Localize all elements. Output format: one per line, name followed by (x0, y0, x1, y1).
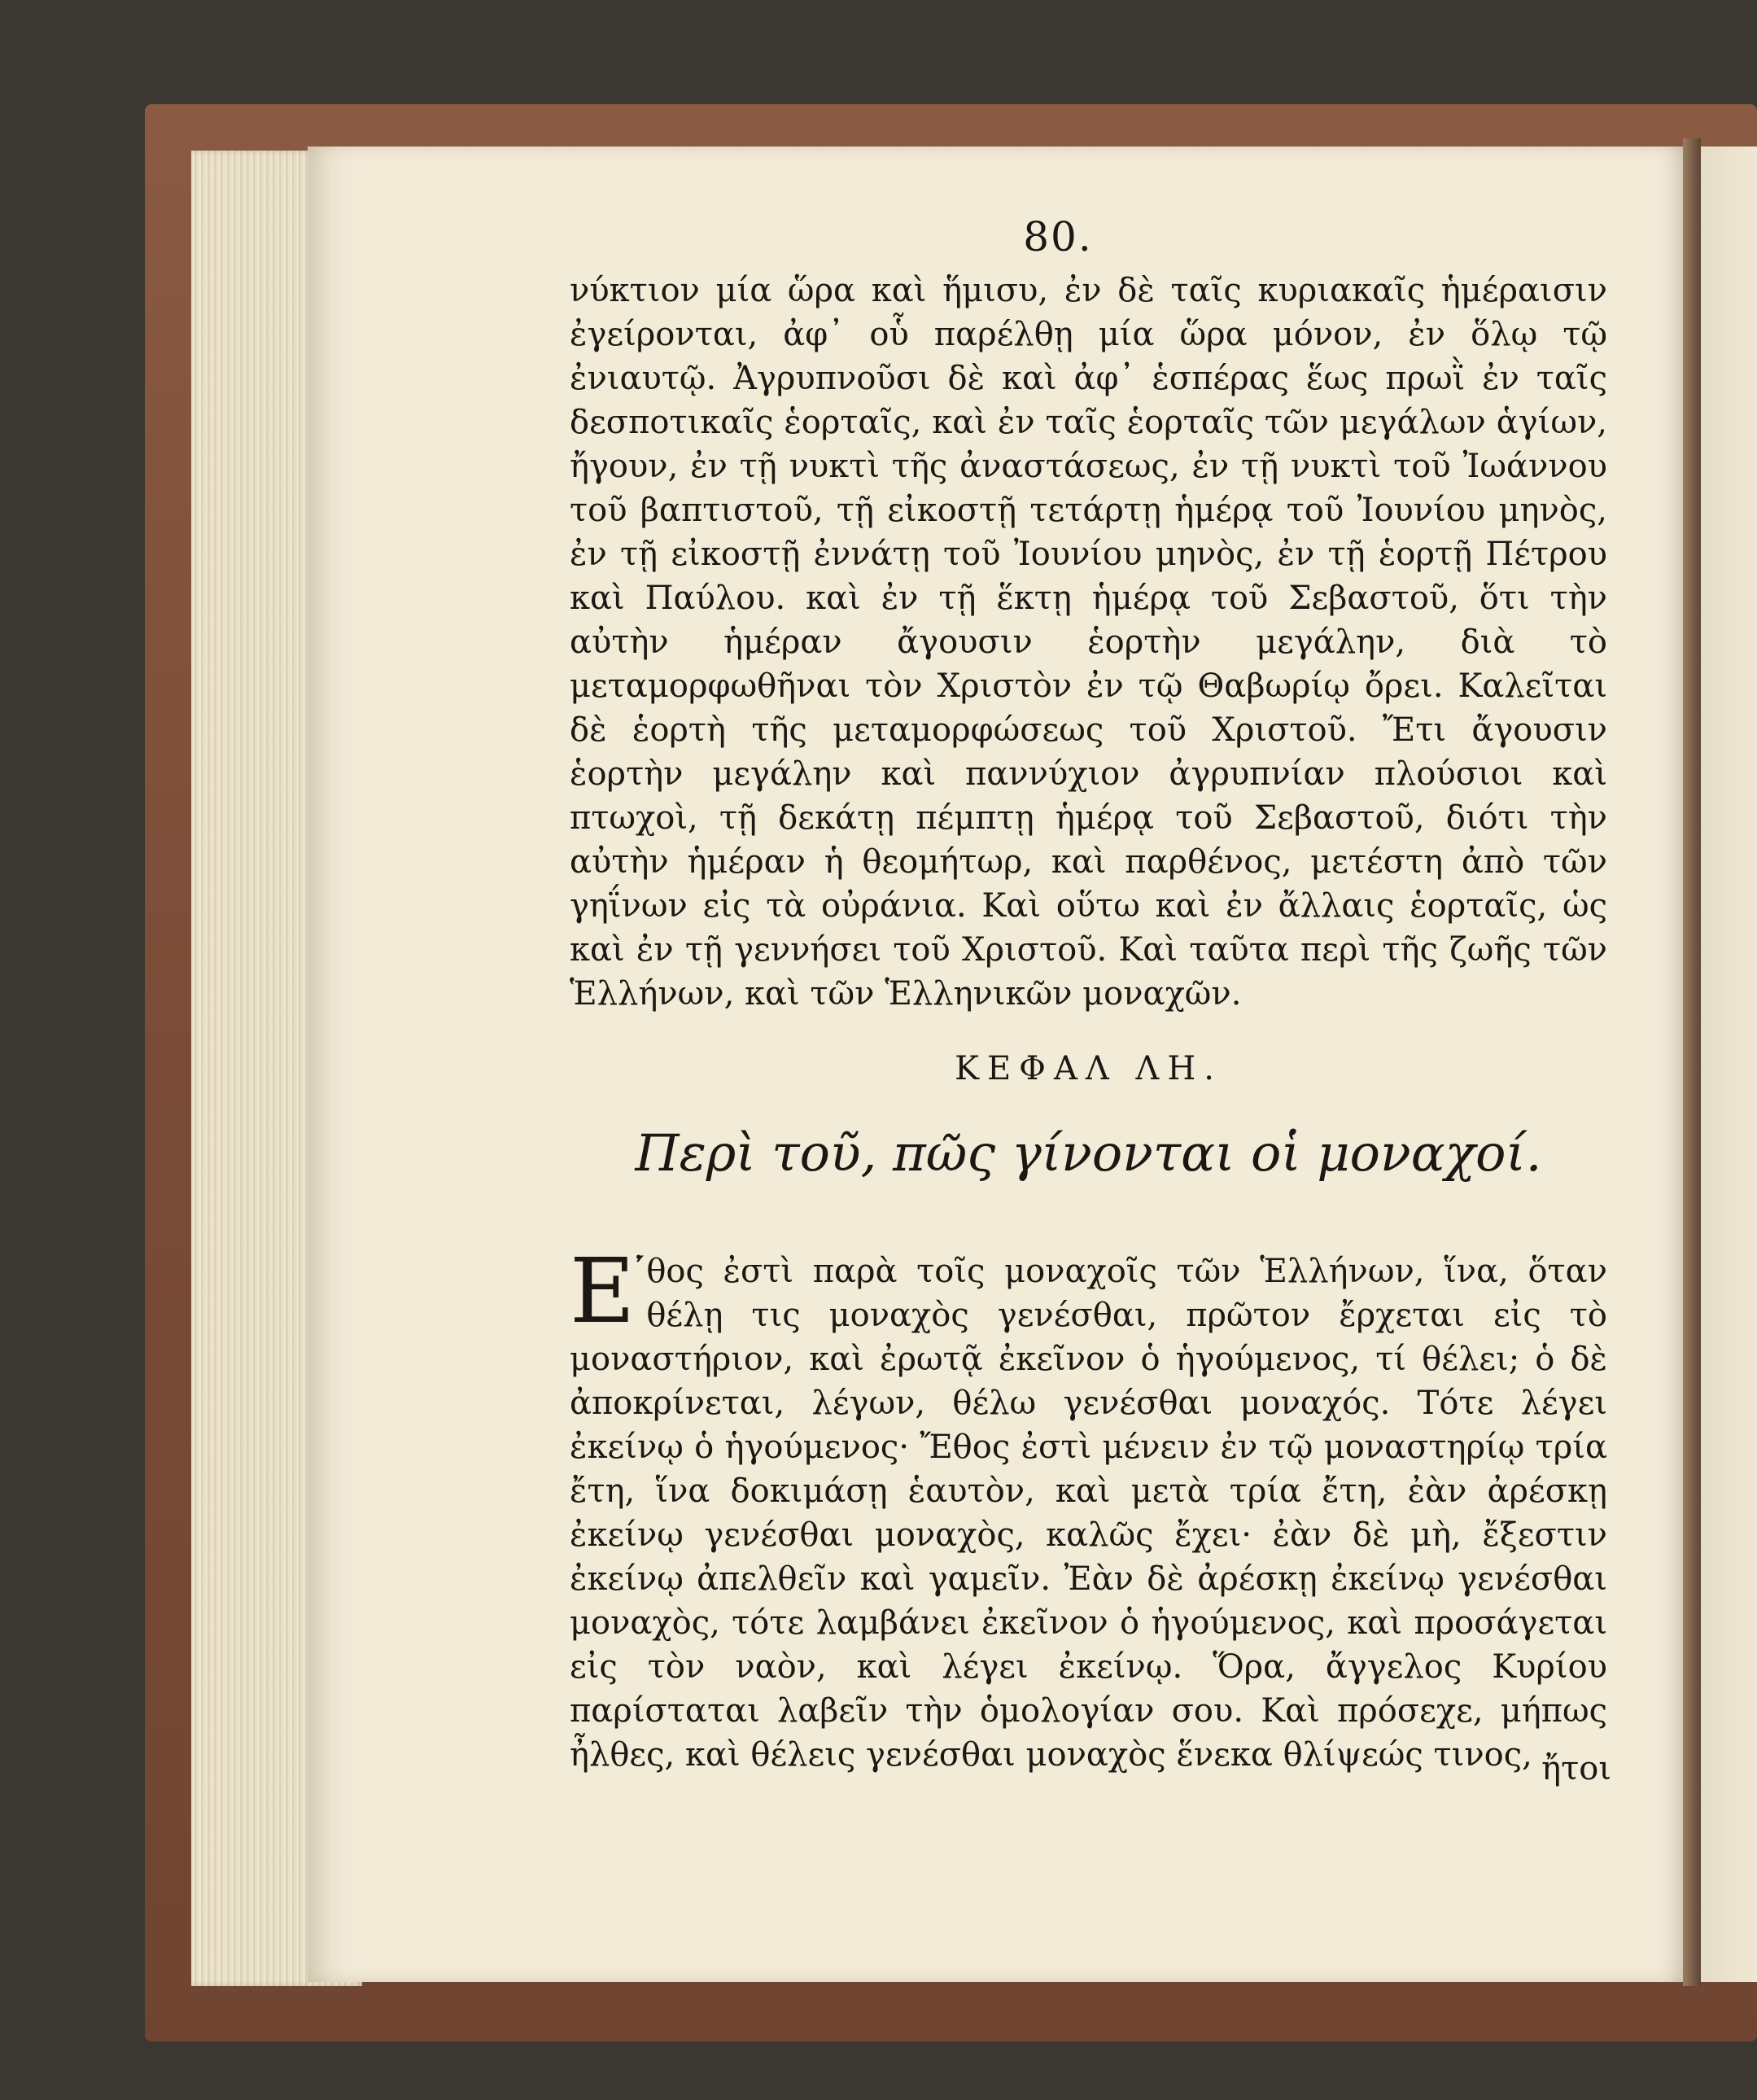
chapter-title: Περὶ τοῦ, πῶς γίνονται οἱ μοναχοί. (635, 1123, 1542, 1183)
catchword: ἤτοι (1541, 1750, 1611, 1787)
facing-page-edge (1701, 147, 1757, 1982)
chapter-paragraph-text: ̓́θος ἐστὶ παρὰ τοῖς μοναχοῖς τῶν Ἑλλήνων, ἵνα, ὅταν θέλῃ τις μοναχὸς γενέσθαι, πρῶτον ἔρχεται εἰς τὸ μοναστήριον, καὶ ἐρωτᾷ ἐκεῖνον ὁ ἡγούμενος, τί θέλει; ὁ δὲ ἀποκρίνεται, λέγων, θέλω γενέσθαι μοναχός. Τότε λέγει ἐκείνῳ ὁ ἡγούμενος· Ἔθος ἐστὶ μένειν ἐν τῷ μοναστηρίῳ τρία ἔτη, ἵνα δοκιμάσῃ ἑαυτὸν, καὶ μετὰ τρία ἔτη, ἐὰν ἀρέσκῃ ἐκείνῳ γενέσθαι μοναχὸς, καλῶς ἔχει· ἐὰν δὲ μὴ, ἔξεστιν ἐκείνῳ ἀπελθεῖν καὶ γαμεῖν. Ἐὰν δὲ ἀρέσκῃ ἐκείνῳ γενέσθαι μοναχὸς, τότε λαμβάνει ἐκεῖνον ὁ ἡγούμενος, καὶ προσάγεται εἰς τὸν ναὸν, καὶ λέγει ἐκείνῳ. Ὅρα, ἄγγελος Κυρίου παρίσταται λαβεῖν τὴν ὁμολογίαν σου. Καὶ πρόσεχε, μήπως ἦλθες, καὶ θέλεις γενέσθαι μοναχὸς ἕνεκα θλίψεώς τινος, (570, 1253, 1607, 1774)
drop-cap: Ε (570, 1239, 636, 1343)
chapter-heading: ΚΕΦΑΛ ΛΗ. (955, 1050, 1222, 1087)
paragraph-continued: νύκτιον μία ὥρα καὶ ἥμισυ, ἐν δὲ ταῖς κυριακαῖς ἡμέραισιν ἐγείρονται, ἀφ᾽ οὗ παρέλθῃ μία ὥρα μόνον, ἐν ὅλῳ τῷ ἐνιαυτῷ. Ἀγρυπνοῦσι δὲ καὶ ἀφ᾽ ἑσπέρας ἕως πρωῒ ἐν ταῖς δεσποτικαῖς ἑορταῖς, καὶ ἐν ταῖς ἑορταῖς τῶν μεγάλων ἁγίων, ἤγουν, ἐν τῇ νυκτὶ τῆς ἀναστάσεως, ἐν τῇ νυκτὶ τοῦ Ἰωάννου τοῦ βαπτιστοῦ, τῇ εἰκοστῇ τετάρτῃ ἡμέρᾳ τοῦ Ἰουνίου μηνὸς, ἐν τῇ εἰκοστῇ ἐννάτῃ τοῦ Ἰουνίου μηνὸς, ἐν τῇ ἑορτῇ Πέτρου καὶ Παύλου. καὶ ἐν τῇ ἕκτῃ ἡμέρᾳ τοῦ Σεβαστοῦ, ὅτι τὴν αὐτὴν ἡμέραν ἄγουσιν ἑορτὴν μεγάλην, διὰ τὸ μεταμορφωθῆναι τὸν Χριστὸν ἐν τῷ Θαβωρίῳ ὄρει. Καλεῖται δὲ ἑορτὴ τῆς μεταμορφώσεως τοῦ Χριστοῦ. Ἔτι ἄγουσιν ἑορτὴν μεγάλην καὶ παννύχιον ἀγρυπνίαν πλούσιοι καὶ πτωχοὶ, τῇ δεκάτῃ πέμπτῃ ἡμέρᾳ τοῦ Σεβαστοῦ, διότι τὴν αὐτὴν ἡμέραν ἡ θεομήτωρ, καὶ παρθένος, μετέστη ἀπὸ τῶν γηΐνων εἰς τὰ οὐράνια. Καὶ οὕτω καὶ ἐν ἄλλαις ἑορταῖς, ὡς καὶ ἐν τῇ γεννήσει τοῦ Χριστοῦ. Καὶ ταῦτα περὶ τῆς ζωῆς τῶν Ἑλλήνων, καὶ τῶν Ἑλληνικῶν μοναχῶν. (570, 272, 1607, 1013)
book-gutter (1683, 138, 1701, 1986)
page-number: 80. (1023, 213, 1093, 260)
